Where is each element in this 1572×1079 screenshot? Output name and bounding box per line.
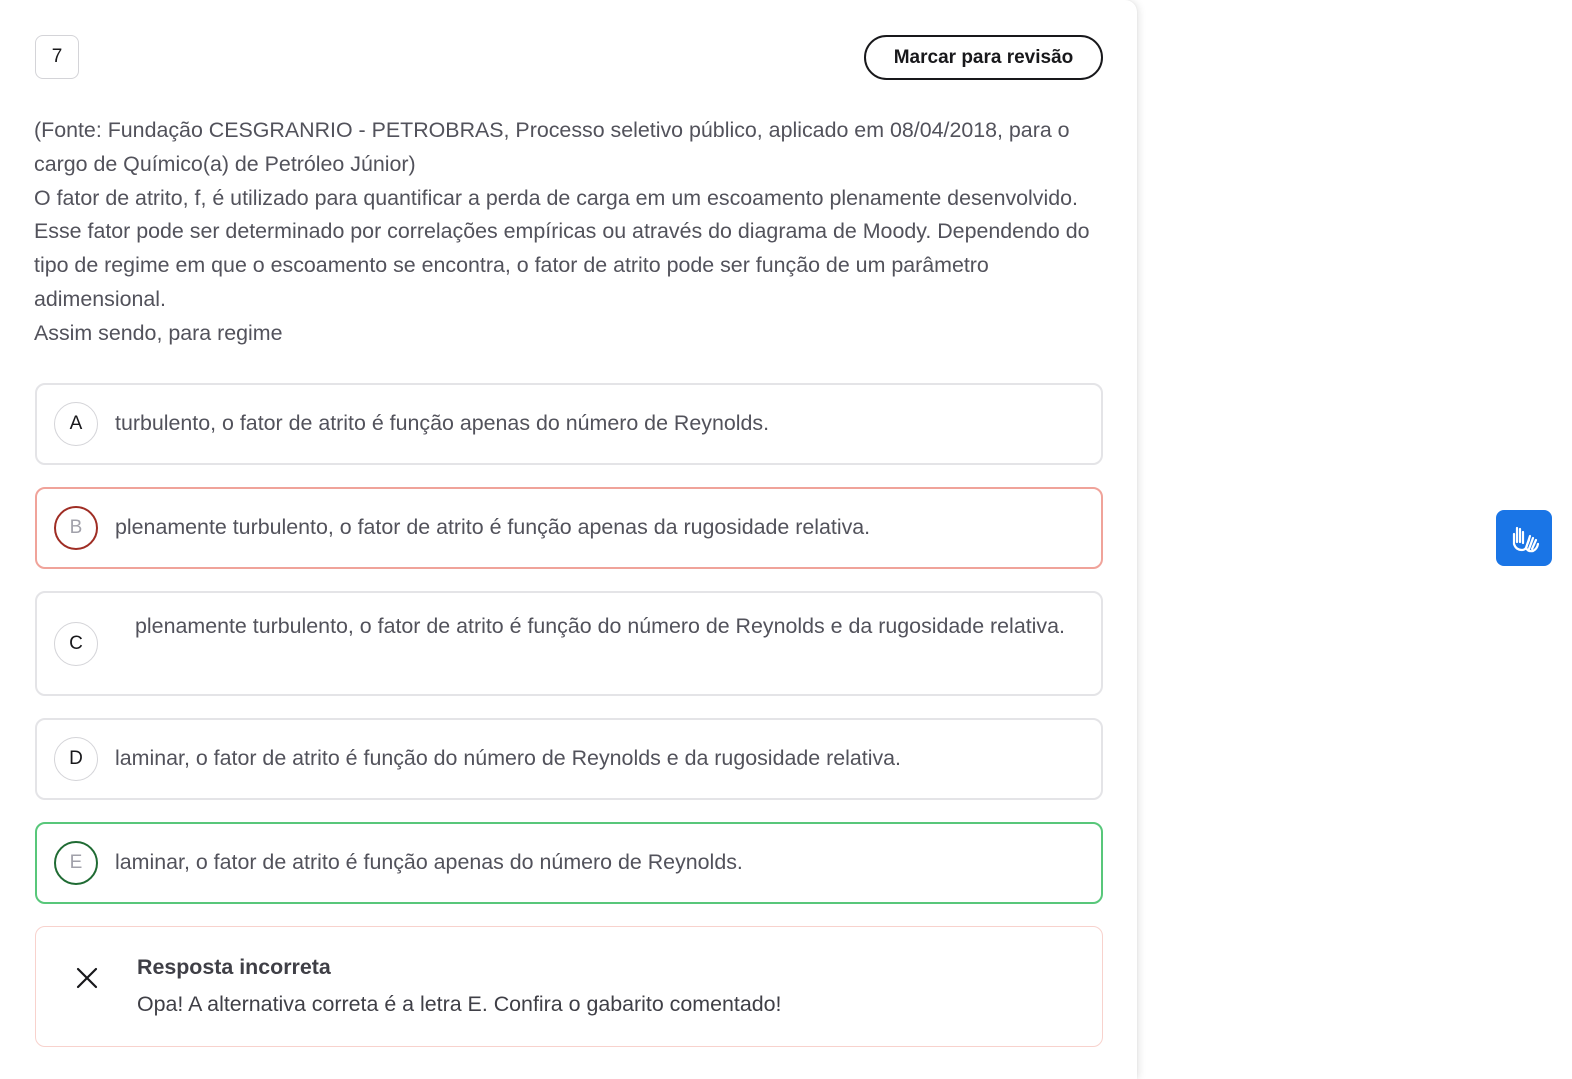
answer-feedback	[35, 926, 1103, 1047]
question-statement	[34, 114, 1109, 351]
option-d[interactable]	[35, 718, 1103, 800]
accessibility-widget-button[interactable]	[1496, 510, 1552, 566]
option-a[interactable]	[35, 383, 1103, 465]
question-prompt: Assim sendo, para regime	[34, 320, 283, 345]
option-text: plenamente turbulento, o fator de atrito é função apenas da rugosidade relativa.	[115, 515, 871, 539]
close-icon	[76, 967, 98, 989]
option-c[interactable]	[35, 591, 1103, 696]
option-e[interactable]	[35, 822, 1103, 904]
option-text: plenamente turbulento, o fator de atrito é função do número de Reynolds e da rugosidade relativa.	[135, 614, 1065, 638]
question-source: (Fonte: Fundação CESGRANRIO - PETROBRAS, Processo seletivo público, aplicado em 08/04/2018, para o cargo de Químico(a) de Petróleo Júnior)	[34, 118, 1070, 176]
option-text: laminar, o fator de atrito é função do número de Reynolds e da rugosidade relativa.	[115, 746, 901, 770]
option-letter: D	[54, 737, 98, 781]
option-letter: C	[54, 622, 98, 666]
option-text: turbulento, o fator de atrito é função apenas do número de Reynolds.	[115, 411, 770, 435]
option-letter: A	[54, 402, 98, 446]
feedback-title: Resposta incorreta	[137, 955, 331, 979]
sign-language-hands-icon	[1506, 520, 1542, 556]
mark-for-review-button[interactable]: Marcar para revisão	[864, 35, 1103, 80]
question-body: O fator de atrito, f, é utilizado para quantificar a perda de carga em um escoamento plenamente desenvolvido. Esse fator pode ser determinado por correlações empíricas ou através do diagrama de Moody. Dependendo do tipo de regime em que o escoamento se encontra, o fator de atrito pode ser função de um parâmetro adimensional.	[34, 185, 1090, 311]
option-text: laminar, o fator de atrito é função apenas do número de Reynolds.	[115, 850, 743, 874]
question-number: 7	[35, 35, 79, 79]
option-b[interactable]	[35, 487, 1103, 569]
feedback-message: Opa! A alternativa correta é a letra E. Confira o gabarito comentado!	[137, 992, 782, 1016]
option-letter: E	[54, 841, 98, 885]
option-letter: B	[54, 506, 98, 550]
